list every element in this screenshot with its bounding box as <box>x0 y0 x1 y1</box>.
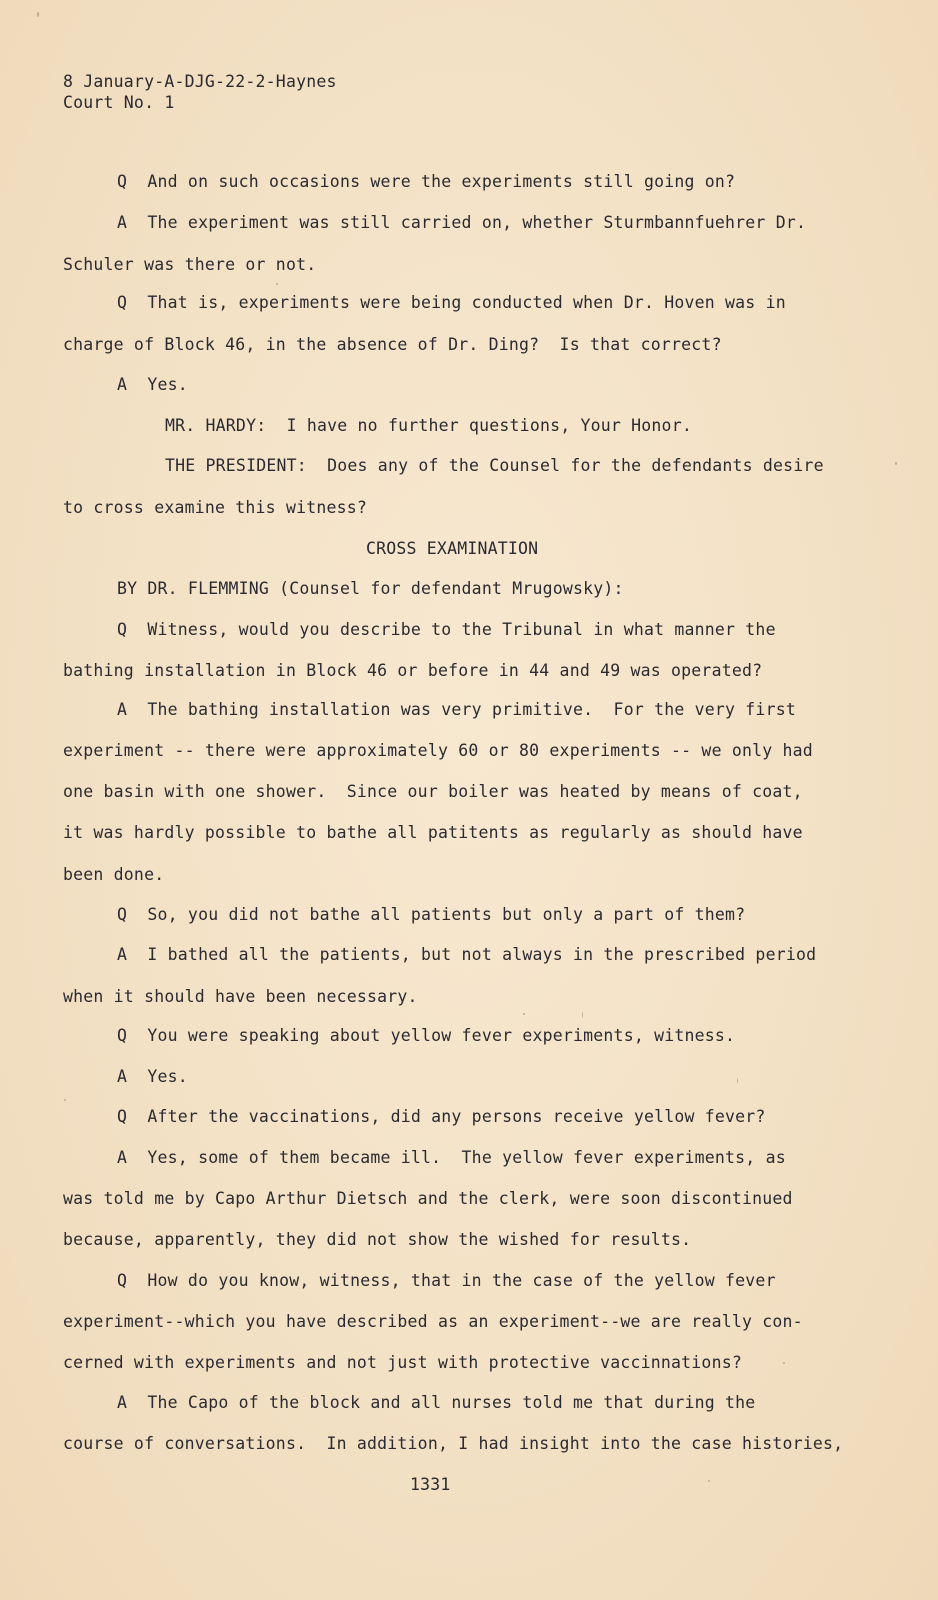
header-reference: 8 January-A-DJG-22-2-Haynes <box>63 72 337 91</box>
transcript-line: bathing installation in Block 46 or before in 44 and 49 was operated? <box>63 661 763 680</box>
transcript-line: when it should have been necessary. <box>63 987 418 1006</box>
transcript-line: Q How do you know, witness, that in the case of the yellow fever <box>117 1271 776 1290</box>
transcript-line: A The Capo of the block and all nurses told me that during the <box>117 1393 756 1412</box>
transcript-line: been done. <box>63 865 165 884</box>
transcript-line: Schuler was there or not. <box>63 255 317 274</box>
paper-speck <box>895 462 897 465</box>
transcript-line: Q And on such occasions were the experiments still going on? <box>117 172 736 191</box>
transcript-line: it was hardly possible to bathe all patitents as regularly as should have <box>63 823 803 842</box>
transcript-line: A The experiment was still carried on, whether Sturmbannfuehrer Dr. <box>117 213 807 232</box>
transcript-line: cerned with experiments and not just with protective vaccinnations? <box>63 1353 742 1372</box>
transcript-line: THE PRESIDENT: Does any of the Counsel for the defendants desire <box>165 456 824 475</box>
transcript-line: one basin with one shower. Since our boiler was heated by means of coat, <box>63 782 803 801</box>
transcript-line: A Yes. <box>117 375 188 394</box>
paper-speck <box>64 1099 66 1101</box>
transcript-line: experiment -- there were approximately 60 or 80 experiments -- we only had <box>63 741 813 760</box>
transcript-line: Q After the vaccinations, did any persons receive yellow fever? <box>117 1107 766 1126</box>
transcript-line: was told me by Capo Arthur Dietsch and the clerk, were soon discontinued <box>63 1189 793 1208</box>
transcript-line: A Yes. <box>117 1067 188 1086</box>
paper-speck <box>37 12 39 17</box>
transcript-line: BY DR. FLEMMING (Counsel for defendant Mrugowsky): <box>117 579 624 598</box>
transcript-line: A Yes, some of them became ill. The yellow fever experiments, as <box>117 1148 786 1167</box>
paper-speck <box>708 1480 710 1482</box>
paper-speck <box>523 1013 525 1015</box>
paper-speck <box>276 283 278 285</box>
transcript-line: Q You were speaking about yellow fever experiments, witness. <box>117 1026 736 1045</box>
paper-speck <box>737 1078 738 1083</box>
transcript-line: course of conversations. In addition, I had insight into the case histories, <box>63 1434 844 1453</box>
header-court: Court No. 1 <box>63 93 175 112</box>
page-number: 1331 <box>410 1475 451 1494</box>
transcript-line: Q So, you did not bathe all patients but only a part of them? <box>117 905 746 924</box>
transcript-line: charge of Block 46, in the absence of Dr. Ding? Is that correct? <box>63 335 722 354</box>
transcript-line: Q Witness, would you describe to the Tribunal in what manner the <box>117 620 776 639</box>
paper-speck <box>582 1012 583 1018</box>
transcript-line: to cross examine this witness? <box>63 498 368 517</box>
paper-speck <box>783 1362 785 1364</box>
transcript-line: A The bathing installation was very primitive. For the very first <box>117 700 796 719</box>
transcript-line: experiment--which you have described as an experiment--we are really con- <box>63 1312 803 1331</box>
section-heading: CROSS EXAMINATION <box>366 539 539 558</box>
transcript-line: because, apparently, they did not show the wished for results. <box>63 1230 692 1249</box>
transcript-line: A I bathed all the patients, but not always in the prescribed period <box>117 945 817 964</box>
transcript-line: MR. HARDY: I have no further questions, Your Honor. <box>165 416 692 435</box>
transcript-line: Q That is, experiments were being conducted when Dr. Hoven was in <box>117 293 786 312</box>
